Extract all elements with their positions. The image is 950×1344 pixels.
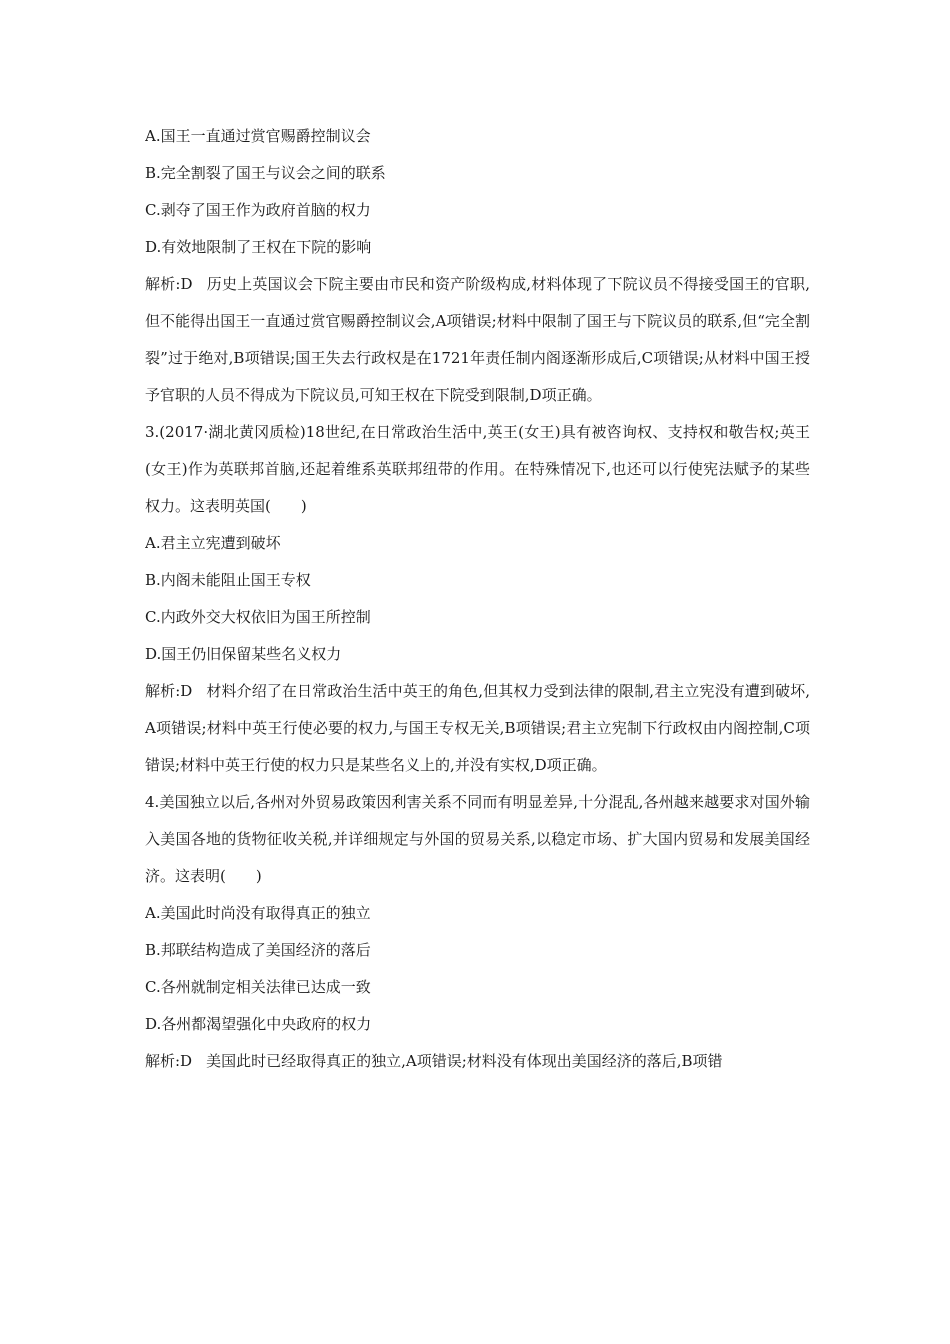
analysis-label: 解析:D bbox=[145, 275, 193, 293]
question-4-analysis bbox=[145, 1043, 810, 1080]
question-4-stem: 4.美国独立以后,各州对外贸易政策因利害关系不同而有明显差异,十分混乱,各州越来越要求对国外输入美国各地的货物征收关税,并详细规定与外国的贸易关系,以稳定市场、扩大国内贸易和发展美国经济。这表明( ) bbox=[145, 793, 810, 885]
option-a: A.国王一直通过赏官赐爵控制议会 bbox=[145, 127, 371, 145]
option-b: B.邦联结构造成了美国经济的落后 bbox=[145, 941, 371, 959]
option-a: A.君主立宪遭到破坏 bbox=[145, 534, 281, 552]
question-3-analysis bbox=[145, 673, 810, 784]
analysis-text: 材料介绍了在日常政治生活中英王的角色,但其权力受到法律的限制,君主立宪没有遭到破坏,A项错误;材料中英王行使必要的权力,与国王专权无关,B项错误;君主立宪制下行政权由内阁控制,C项错误;材料中英王行使的权力只是某些名义上的,并没有实权,D项正确。 bbox=[145, 682, 810, 774]
analysis-label: 解析:D bbox=[145, 1052, 193, 1070]
analysis-text: 历史上英国议会下院主要由市民和资产阶级构成,材料体现了下院议员不得接受国王的官职,但不能得出国王一直通过赏官赐爵控制议会,A项错误;材料中限制了国王与下院议员的联系,但“完全割裂”过于绝对,B项错误;国王失去行政权是在1721年责任制内阁逐渐形成后,C项错误;从材料中国王授予官职的人员不得成为下院议员,可知王权在下院受到限制,D项正确。 bbox=[145, 275, 810, 404]
option-b: B.完全割裂了国王与议会之间的联系 bbox=[145, 164, 386, 182]
option-d: D.有效地限制了王权在下院的影响 bbox=[145, 238, 372, 256]
option-d: D.国王仍旧保留某些名义权力 bbox=[145, 645, 342, 663]
option-c: C.内政外交大权依旧为国王所控制 bbox=[145, 608, 371, 626]
analysis-label: 解析:D bbox=[145, 682, 193, 700]
question-3-options bbox=[145, 525, 810, 673]
option-c: C.各州就制定相关法律已达成一致 bbox=[145, 978, 371, 996]
option-b: B.内阁未能阻止国王专权 bbox=[145, 571, 311, 589]
option-a: A.美国此时尚没有取得真正的独立 bbox=[145, 904, 371, 922]
analysis-text: 美国此时已经取得真正的独立,A项错误;材料没有体现出美国经济的落后,B项错 bbox=[206, 1052, 723, 1070]
question-2-analysis bbox=[145, 266, 810, 414]
question-4-options bbox=[145, 895, 810, 1043]
question-2-options bbox=[145, 118, 810, 266]
option-d: D.各州都渴望强化中央政府的权力 bbox=[145, 1015, 372, 1033]
document-page bbox=[145, 118, 810, 1080]
question-3-stem: 3.(2017·湖北黄冈质检)18世纪,在日常政治生活中,英王(女王)具有被咨询权、支持权和敬告权;英王(女王)作为英联邦首脑,还起着维系英联邦纽带的作用。在特殊情况下,也还可以行使宪法赋予的某些权力。这表明英国( ) bbox=[145, 423, 810, 515]
option-c: C.剥夺了国王作为政府首脑的权力 bbox=[145, 201, 371, 219]
